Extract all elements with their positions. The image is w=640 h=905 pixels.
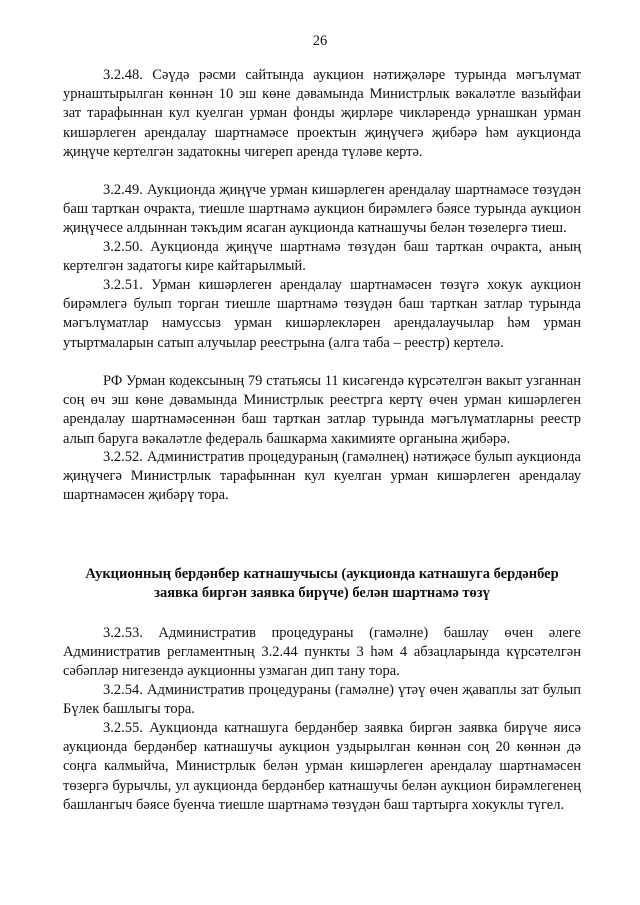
paragraph-3-2-51: 3.2.51. Урман кишәрлеген арендалау шартнамәсен төзүгә хокук аукцион бирәмлегә булып торган тиешле шартнамә төзүдән баш тарткан затлар турында мәгълүматлар намуссыз урман кишәрлекләрен арендалаучылар һәм урман утыртмаларын сатып алучылар реестрына (алга таба – реестр) кертелә.	[63, 277, 581, 351]
paragraph-rf-forest-code: РФ Урман кодексының 79 статьясы 11 кисәгендә күрсәтелгән вакыт узганнан соң өч эш көне дәвамында Министрлык реестрга кертү өчен урман кишәрлеген арендалау шартнамәсеннән баш тарткан затлар турында мәгълүматларны реестр алып баруга вәкаләтле федераль башкарма хакимияте органына җибәрә.	[63, 373, 581, 447]
paragraph-3-2-52: 3.2.52. Административ процедураның (гамәлнең) нәтиҗәсе булып аукционда җиңүчегә Министрлык тарафыннан кул куелган урман кишәрлеген арендалау шартнамәсен җибәрү тора.	[63, 449, 581, 504]
paragraph-3-2-54: 3.2.54. Административ процедураны (гамәлне) үтәү өчен җаваплы зат булып Бүлек башлыгы тора.	[63, 682, 581, 718]
paragraph-3-2-55: 3.2.55. Аукционда катнашуга бердәнбер заявка биргән заявка бирүче яисә аукционда бердәнбер катнашучы аукцион уздырылган көннән соң 20 көннән дә соңга калмыйча, Министрлык белән урман кишәрлеген арендалау шартнамәсен төзергә бурычлы, ул аукционда бердәнбер катнашучы белән аукцион бирәмлегенең башлангыч бәясе буенча тиешле шартнамә төзүдән баш тартырга хокуклы түгел.	[63, 720, 581, 813]
paragraph-3-2-48: 3.2.48. Сәүдә рәсми сайтында аукцион нәтиҗәләре турында мәгълүмат урнаштырылган көннән 10 эш көне дәвамында Министрлык вәкаләтле вазыйфаи зат тарафыннан кул куелган урман фонды җирләре чикләрендә урнашкан урман кишәрлеген арендалау шартнамәсе проектын җиңүчегә җибәрә һәм аукционда җиңүче кертелгән задатокны чигереп аренда түләве кертә.	[63, 67, 581, 160]
page-number: 26	[312, 33, 328, 49]
paragraph-3-2-53: 3.2.53. Административ процедураны (гамәлне) башлау өчен әлеге Административ регламентның 3.2.44 пункты 3 һәм 4 абзацларында күрсәтелгән сәбәпләр нигезендә аукционны узмаган дип тану тора.	[63, 625, 581, 680]
paragraph-3-2-50: 3.2.50. Аукционда җиңүче шартнамә төзүдән баш тарткан очракта, аның кертелгән задатогы кире кайтарылмый.	[63, 239, 581, 275]
section-heading: Аукционның бердәнбер катнашучысы (аукционда катнашуга бердәнбер заявка биргән заявка бирүче) белән шартнамә төзү	[85, 566, 559, 602]
paragraph-3-2-49: 3.2.49. Аукционда җиңүче урман кишәрлеген арендалау шартнамәсе төзүдән баш тарткан очракта, тиешле шартнамә аукцион бирәмлегә бәясе турында аукцион җиңүчесе алдыннан тәкъдим ясаган аукционда катнашучы белән төзелергә тиеш.	[63, 182, 581, 237]
